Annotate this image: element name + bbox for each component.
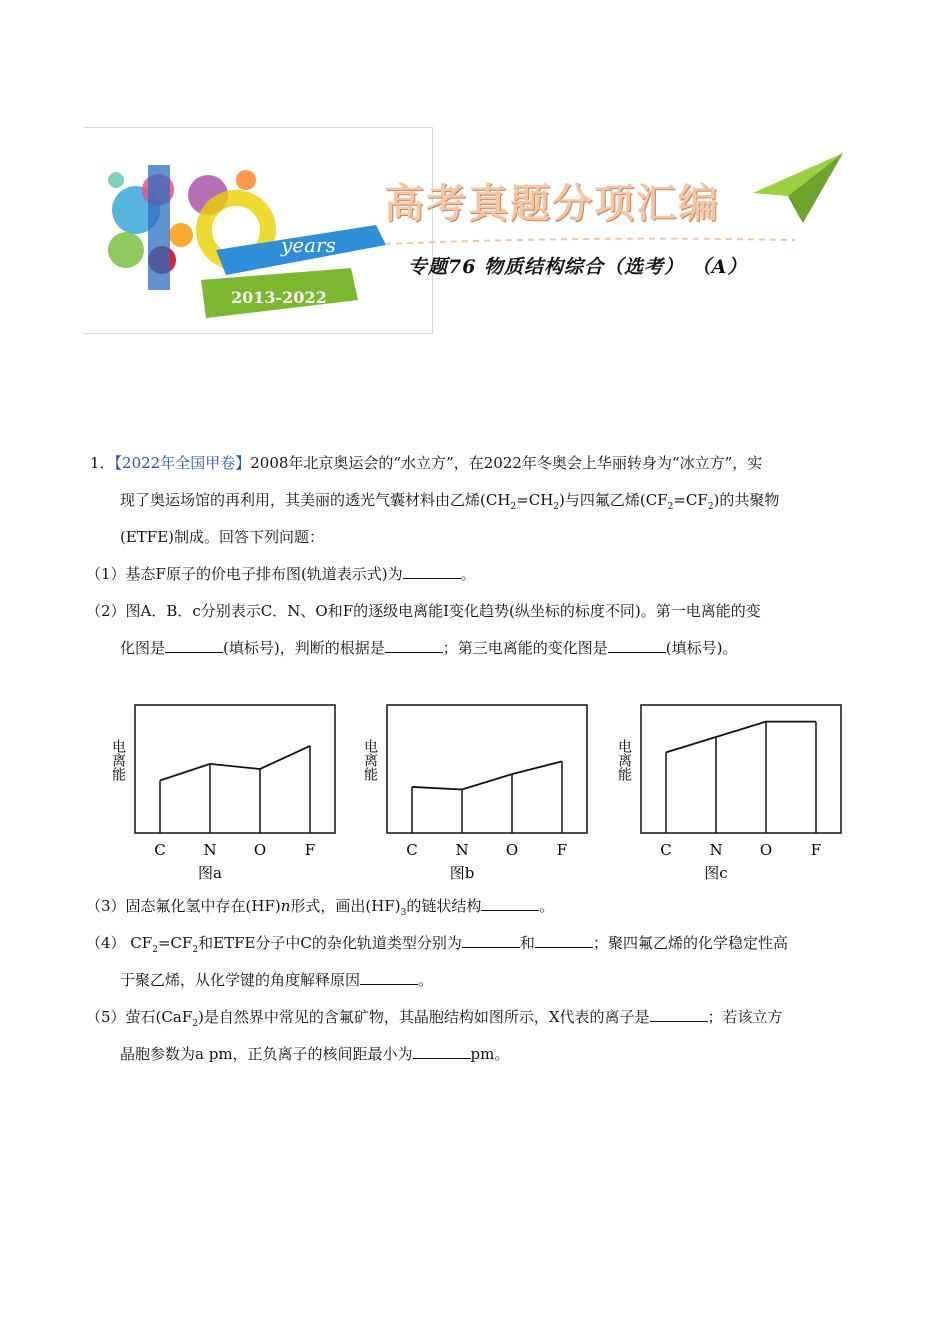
answer-blank[interactable]: [535, 935, 593, 948]
answer-blank[interactable]: [481, 898, 539, 911]
question-line-3: (ETFE)制成。回答下列问题：: [120, 528, 325, 546]
tick-label-F: F: [810, 841, 822, 859]
tick-label-N: N: [203, 841, 217, 859]
trend-line: [666, 722, 816, 753]
y-axis-label: 电离能: [616, 739, 632, 781]
part-1: （1）基态F原子的价电子排布图(轨道表示式)为 。: [86, 565, 476, 583]
question-text: 2008年北京奥运会的“水立方”，在2022年冬奥会上华丽转身为“冰立方”，实: [250, 454, 763, 472]
answer-blank[interactable]: [462, 935, 520, 948]
trend-line: [412, 761, 562, 789]
part-5-line-1: （5）萤石(CaF$_2$)是自然界中常见的含氟矿物，其晶胞结构如图所示，X代表的离子是 ；若该立方: [86, 1008, 783, 1029]
dashed-decoration: [380, 232, 800, 252]
trend-line: [160, 746, 310, 781]
tick-label-O: O: [253, 841, 267, 859]
chart-caption: 图c: [704, 864, 728, 882]
plot-frame: [135, 705, 335, 833]
chart-caption: 图b: [449, 864, 475, 882]
tick-label-F: F: [304, 841, 316, 859]
tick-label-N: N: [709, 841, 723, 859]
answer-blank[interactable]: [385, 640, 443, 653]
ten-years-logo: [96, 140, 396, 330]
part-4-line-2: 于聚乙烯，从化学键的角度解释原因 。: [120, 971, 434, 989]
logo-years-range: 2013-2022: [231, 288, 327, 307]
y-axis-label: 电离能: [362, 739, 378, 781]
part-3: （3）固态氟化氢中存在(HF)n形式，画出$(HF)_3$的链状结构 。: [86, 897, 555, 918]
paper-plane-icon: [748, 148, 848, 228]
plot-frame: [387, 705, 587, 833]
answer-blank[interactable]: [360, 972, 418, 985]
part-2-line-1: （2）图A．B．c分别表示C．N、O和F的逐级电离能Ⅰ变化趋势(纵坐标的标度不同)。第一电离能的变: [86, 602, 761, 620]
answer-blank[interactable]: [413, 1046, 471, 1059]
question-number: 1．: [90, 454, 115, 472]
ionization-chart-b: [356, 700, 596, 885]
part-2-line-2: 化图是 (填标号)，判断的根据是 ；第三电离能的变化图是 (填标号)。: [120, 639, 738, 657]
tick-label-N: N: [455, 841, 469, 859]
question-source: 【2022年全国甲卷】: [114, 454, 251, 472]
answer-blank[interactable]: [650, 1009, 708, 1022]
ionization-chart-a: [104, 700, 344, 885]
tick-label-O: O: [505, 841, 519, 859]
chart-caption: 图a: [198, 864, 222, 882]
answer-blank[interactable]: [403, 566, 461, 579]
tick-label-C: C: [154, 841, 166, 859]
series-title: 高考真题分项汇编: [384, 180, 720, 227]
y-axis-label: 电离能: [110, 739, 126, 781]
logo-years-text: years: [281, 233, 336, 257]
tick-label-F: F: [556, 841, 568, 859]
answer-blank[interactable]: [608, 640, 666, 653]
ionization-chart-c: [610, 700, 850, 885]
answer-blank[interactable]: [165, 640, 223, 653]
tick-label-O: O: [759, 841, 773, 859]
plot-frame: [641, 705, 841, 833]
question-line-2: 现了奥运场馆的再利用，其美丽的透光气囊材料由乙烯$(CH_2=CH_2)$与四氟乙烯$(CF_2=CF_2)$的共聚物: [120, 491, 780, 512]
question-line-1: [90, 454, 762, 472]
topic-subtitle: 专题76 物质结构综合（选考） （A）: [408, 256, 748, 278]
tick-label-C: C: [660, 841, 672, 859]
part-5-line-2: 晶胞参数为a pm，正负离子的核间距最小为 pm。: [120, 1045, 510, 1063]
part-4-line-1: （4） $CF_2=CF_2$和ETFE分子中C的杂化轨道类型分别为 和 ；聚四氟乙烯的化学稳定性高: [86, 934, 788, 955]
tick-label-C: C: [406, 841, 418, 859]
